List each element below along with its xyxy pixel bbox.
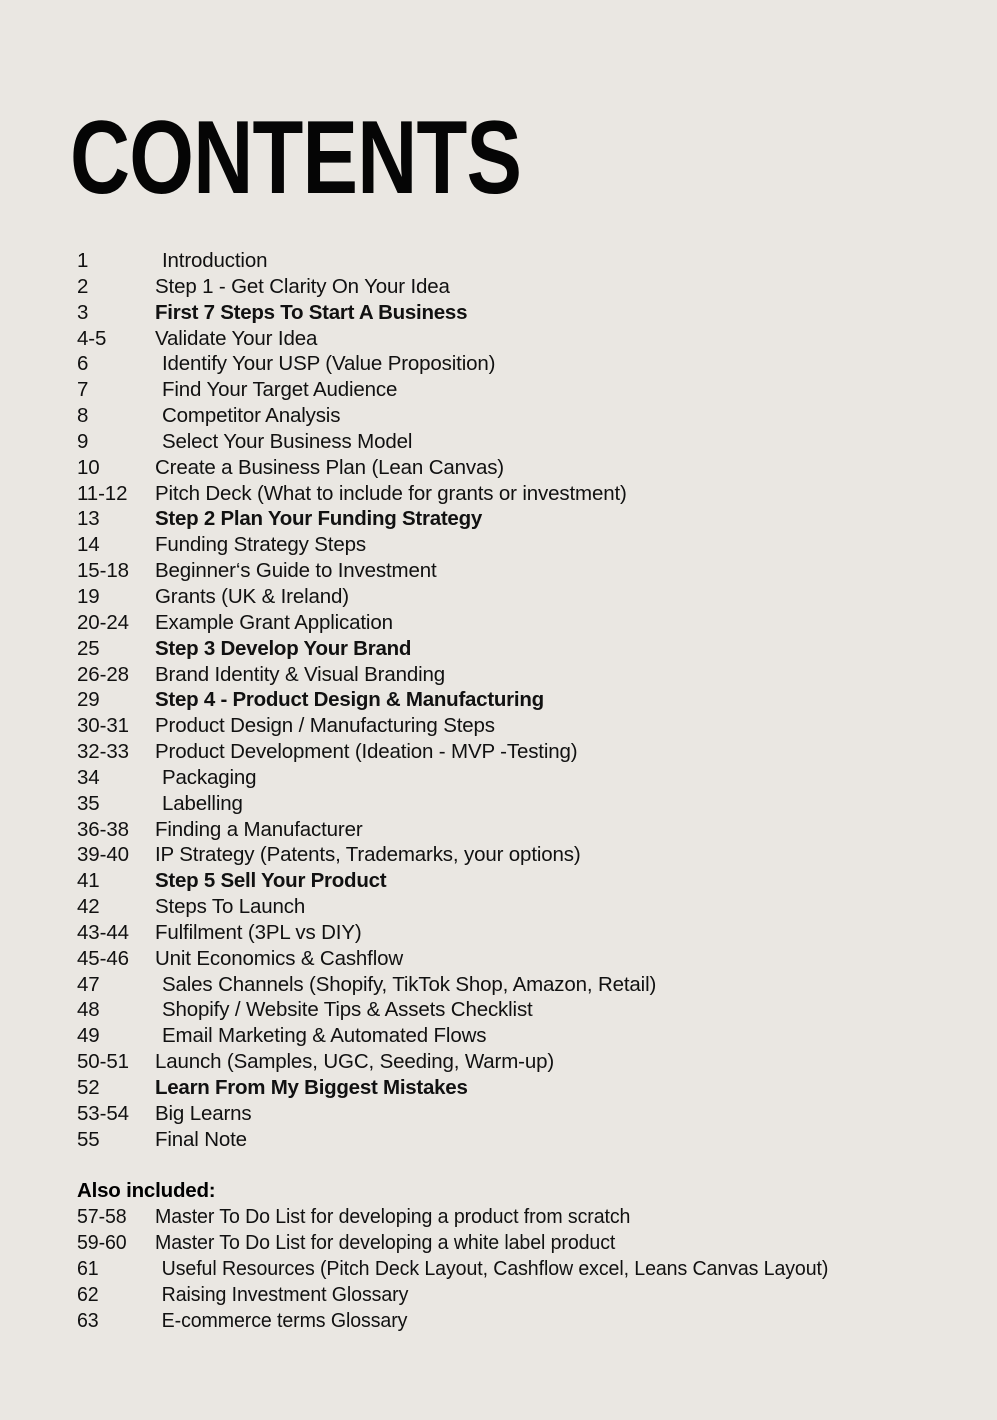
toc-page-number: 13: [77, 507, 100, 531]
toc-entry-title: Fulfilment (3PL vs DIY): [155, 920, 362, 944]
toc-row[interactable]: [77, 842, 967, 868]
toc-entry-title: Step 3 Develop Your Brand: [155, 636, 412, 660]
toc-row[interactable]: [77, 326, 967, 352]
toc-entry-title: IP Strategy (Patents, Trademarks, your options): [155, 843, 581, 867]
section-spacer: [77, 1153, 967, 1179]
toc-entry-title: Labelling: [162, 791, 243, 815]
toc-page-number: 11-12: [77, 481, 128, 505]
toc-page-number: 9: [77, 429, 89, 453]
toc-row[interactable]: [77, 636, 967, 662]
toc-entry-title: Email Marketing & Automated Flows: [162, 1024, 487, 1048]
toc-entry-title: Master To Do List for developing a product from scratch: [155, 1205, 631, 1229]
toc-entry-title: Create a Business Plan (Lean Canvas): [155, 455, 504, 479]
toc-page-number: 34: [77, 765, 100, 789]
toc-row[interactable]: [77, 997, 967, 1023]
toc-entry-title: E-commerce terms Glossary: [161, 1308, 408, 1332]
toc-entry-title: Pitch Deck (What to include for grants or investment): [155, 481, 627, 505]
toc-page-number: 35: [77, 791, 100, 815]
toc-entry-title: Product Design / Manufacturing Steps: [155, 714, 495, 738]
toc-row[interactable]: [77, 972, 967, 998]
toc-entry-title: Beginner‘s Guide to Investment: [155, 559, 437, 583]
toc-page-number: 47: [77, 972, 100, 996]
toc-entry-title: Identify Your USP (Value Proposition): [162, 352, 496, 376]
toc-page-number: 10: [77, 455, 100, 479]
toc-row[interactable]: [77, 377, 967, 403]
toc-page-number: 48: [77, 998, 100, 1022]
toc-row[interactable]: [77, 558, 967, 584]
toc-entry-title: Final Note: [155, 1127, 247, 1151]
toc-page-number: 14: [77, 533, 100, 557]
toc-row[interactable]: [77, 610, 967, 636]
toc-page-number: 8: [77, 404, 89, 428]
toc-entry-title: Step 5 Sell Your Product: [155, 869, 387, 893]
toc-page-number: 29: [77, 688, 100, 712]
toc-row[interactable]: [77, 481, 967, 507]
also-included-heading: Also included:: [77, 1179, 216, 1203]
toc-row[interactable]: [77, 1308, 967, 1334]
toc-page-number: 26-28: [77, 662, 129, 686]
toc-page-number: 61: [77, 1256, 99, 1280]
toc-entry-title: Product Development (Ideation - MVP -Testing): [155, 740, 578, 764]
toc-entry-title: Launch (Samples, UGC, Seeding, Warm-up): [155, 1050, 554, 1074]
toc-row[interactable]: [77, 739, 967, 765]
toc-row[interactable]: [77, 662, 967, 688]
toc-entry-title: Shopify / Website Tips & Assets Checklist: [162, 998, 533, 1022]
toc-page-number: 20-24: [77, 610, 129, 634]
toc-page-number: 55: [77, 1127, 100, 1151]
toc-row[interactable]: [77, 920, 967, 946]
toc-page-number: 32-33: [77, 740, 129, 764]
toc-entry-title: Big Learns: [155, 1101, 252, 1125]
toc-page-number: 63: [77, 1308, 99, 1332]
toc-entry-title: Validate Your Idea: [155, 326, 318, 350]
toc-row[interactable]: [77, 946, 967, 972]
toc-page-number: 1: [77, 249, 89, 272]
toc-page-number: 25: [77, 636, 100, 660]
toc-page-number: 42: [77, 895, 100, 919]
toc-row[interactable]: [77, 455, 967, 481]
toc-row[interactable]: [77, 532, 967, 558]
toc-row[interactable]: [77, 791, 967, 817]
toc-row[interactable]: [77, 1230, 967, 1256]
toc-row[interactable]: [77, 248, 967, 274]
toc-entry-title: Step 1 - Get Clarity On Your Idea: [155, 274, 450, 298]
toc-page-number: 2: [77, 274, 89, 298]
toc-main-list: [77, 248, 967, 1153]
toc-entry-title: Step 4 - Product Design & Manufacturing: [155, 688, 544, 712]
toc-row[interactable]: [77, 687, 967, 713]
toc-page-number: 50-51: [77, 1050, 129, 1074]
toc-entry-title: Packaging: [162, 765, 257, 789]
toc-entry-title: Select Your Business Model: [162, 429, 413, 453]
toc-row[interactable]: [77, 351, 967, 377]
toc-row[interactable]: [77, 817, 967, 843]
toc-entry-title: Introduction: [162, 249, 268, 272]
toc-entry-title: Unit Economics & Cashflow: [155, 946, 404, 970]
toc-row[interactable]: [77, 300, 967, 326]
toc-entry-title: Find Your Target Audience: [162, 378, 398, 402]
toc-row[interactable]: [77, 274, 967, 300]
toc-page-number: 7: [77, 378, 89, 402]
toc-entry-title: Sales Channels (Shopify, TikTok Shop, Amazon, Retail): [162, 972, 657, 996]
toc-entry-title: Competitor Analysis: [162, 404, 341, 428]
toc-page-number: 15-18: [77, 559, 129, 583]
toc-page-number: 62: [77, 1282, 99, 1306]
toc-entry-title: Grants (UK & Ireland): [155, 584, 349, 608]
toc-row[interactable]: [77, 429, 967, 455]
also-included-list: [77, 1204, 967, 1333]
toc-row[interactable]: [77, 1049, 967, 1075]
toc-page-number: 4-5: [77, 326, 107, 350]
toc-page-number: 53-54: [77, 1101, 129, 1125]
toc-row[interactable]: [77, 765, 967, 791]
page-title: CONTENTS: [70, 100, 522, 216]
toc-row[interactable]: [77, 584, 967, 610]
toc-row[interactable]: [77, 1282, 967, 1308]
toc-page-number: 49: [77, 1024, 100, 1048]
toc-row[interactable]: [77, 1101, 967, 1127]
toc-row[interactable]: [77, 1127, 967, 1153]
toc-row[interactable]: [77, 1256, 967, 1282]
toc-entry-title: Step 2 Plan Your Funding Strategy: [155, 507, 483, 531]
toc-entry-title: Funding Strategy Steps: [155, 533, 366, 557]
toc-entry-title: Useful Resources (Pitch Deck Layout, Cashflow excel, Leans Canvas Layout): [161, 1256, 829, 1280]
toc-entry-title: Brand Identity & Visual Branding: [155, 662, 445, 686]
toc-row[interactable]: [77, 1204, 967, 1230]
toc-page-number: 36-38: [77, 817, 129, 841]
toc-page-number: 45-46: [77, 946, 129, 970]
toc-row[interactable]: [77, 403, 967, 429]
table-of-contents: [77, 248, 967, 1333]
toc-row[interactable]: [77, 713, 967, 739]
toc-page-number: 6: [77, 352, 89, 376]
toc-entry-title: Raising Investment Glossary: [161, 1282, 409, 1306]
toc-entry-title: First 7 Steps To Start A Business: [155, 300, 468, 324]
toc-entry-title: Master To Do List for developing a white label product: [155, 1231, 616, 1255]
toc-page-number: 59-60: [77, 1231, 127, 1255]
toc-entry-title: Learn From My Biggest Mistakes: [155, 1076, 468, 1099]
toc-page-number: 19: [77, 584, 100, 608]
toc-row[interactable]: [77, 1075, 967, 1101]
toc-row[interactable]: [77, 868, 967, 894]
toc-row[interactable]: [77, 506, 967, 532]
toc-page-number: 41: [77, 869, 100, 893]
toc-page-number: 43-44: [77, 920, 129, 944]
toc-entry-title: Finding a Manufacturer: [155, 817, 363, 841]
toc-page-number: 3: [77, 300, 89, 324]
toc-page-number: 39-40: [77, 843, 129, 867]
toc-page-number: 52: [77, 1076, 100, 1099]
toc-page-number: 30-31: [77, 714, 129, 738]
toc-row[interactable]: [77, 1023, 967, 1049]
toc-entry-title: Example Grant Application: [155, 610, 393, 634]
toc-page-number: 57-58: [77, 1205, 127, 1229]
toc-entry-title: Steps To Launch: [155, 895, 306, 919]
toc-row[interactable]: [77, 894, 967, 920]
